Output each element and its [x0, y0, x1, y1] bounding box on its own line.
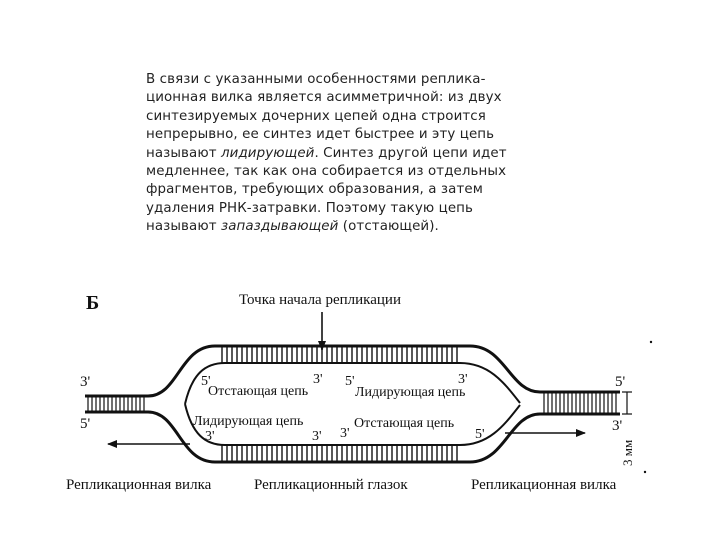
- right-bottom-prime: 3': [612, 418, 623, 434]
- left-fork-caption: Репликационная вилка: [66, 477, 212, 493]
- text-line: синтезируемых дочерних цепей одна строится: [146, 108, 486, 124]
- top-prime-2: 3': [313, 372, 323, 387]
- text-line: непрерывно, ее синтез идет быстрее и эту цепь: [146, 127, 495, 143]
- scale-label: 3 мм: [620, 439, 635, 466]
- bottom-prime-1: 3': [205, 429, 215, 444]
- top-prime-1: 5': [201, 374, 211, 389]
- top-prime-4: 3': [458, 372, 468, 387]
- text-line: фрагментов, требующих образования, а затем: [146, 182, 483, 198]
- bottom-prime-2: 3': [312, 429, 322, 444]
- panel-letter: Б: [86, 292, 100, 314]
- bottom-prime-4: 5': [475, 427, 485, 442]
- top-prime-3: 5': [345, 374, 355, 389]
- text-line: удаления РНК-затравки. Поэтому такую цепь: [146, 200, 473, 216]
- right-fork-caption: Репликационная вилка: [471, 477, 617, 493]
- top-lagging-label: Отстающая цепь: [208, 384, 309, 399]
- dot-mark: [644, 471, 646, 473]
- text-line: медленнее, так как она собирается из отдельных: [146, 164, 507, 180]
- bottom-lagging-label: Отстающая цепь: [354, 416, 455, 431]
- bubble-caption: Репликационный глазок: [254, 477, 408, 493]
- text-line: называют запаздывающей (отстающей).: [146, 219, 439, 235]
- text-line: называют лидирующей. Синтез другой цепи идет: [146, 145, 507, 161]
- text-line: ционная вилка является асимметричной: из двух: [146, 90, 502, 106]
- right-top-prime: 5': [615, 374, 626, 390]
- top-leading-label: Лидирующая цепь: [355, 385, 466, 400]
- bottom-prime-3: 3': [340, 426, 350, 441]
- left-top-prime: 3': [80, 374, 91, 390]
- left-bottom-prime: 5': [80, 416, 91, 432]
- dot-mark: [650, 341, 652, 343]
- bottom-leading-label: Лидирующая цепь: [193, 414, 304, 429]
- origin-label: Точка начала репликации: [239, 292, 401, 308]
- text-line: В связи с указанными особенностями реплика-: [146, 72, 486, 87]
